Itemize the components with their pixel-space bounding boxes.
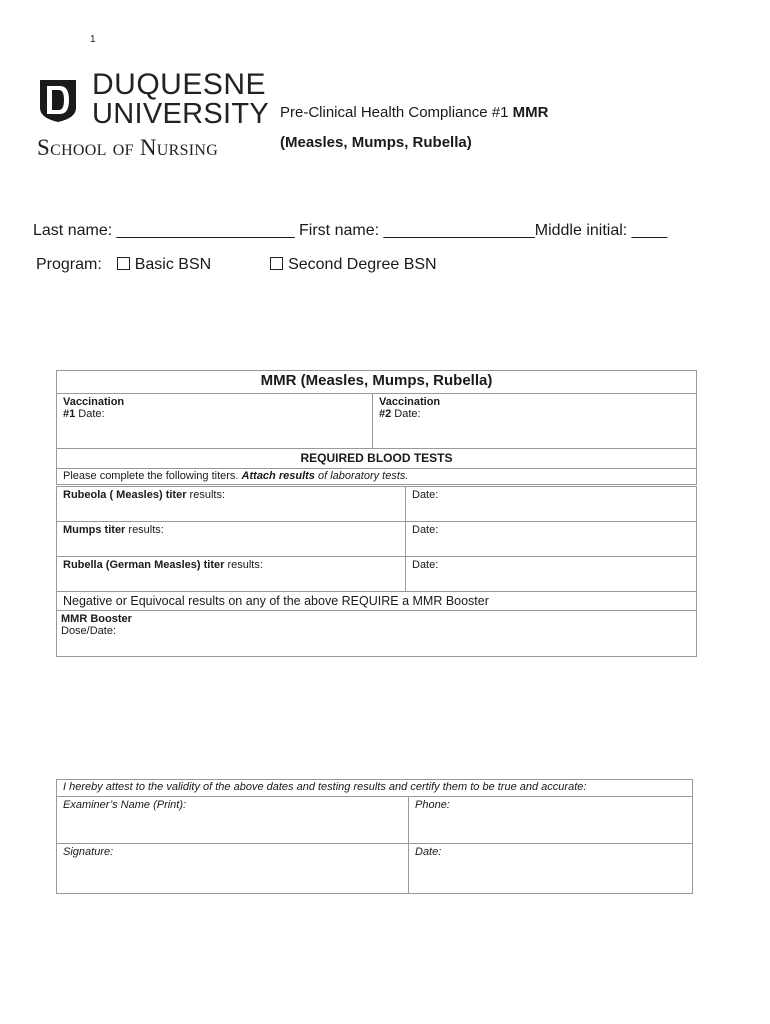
logo-school-of-nursing: School of Nursing bbox=[37, 135, 219, 160]
rubeola-results-label: results: bbox=[186, 489, 225, 501]
program-label: Program: bbox=[36, 256, 102, 273]
rubella-label: Rubella (German Measles) titer bbox=[63, 559, 225, 571]
blood-tests-title: REQUIRED BLOOD TESTS bbox=[57, 449, 697, 469]
vaccination-1-cell[interactable] bbox=[57, 394, 373, 449]
mumps-label: Mumps titer bbox=[63, 524, 126, 536]
form-title bbox=[280, 104, 548, 121]
name-fields bbox=[33, 222, 667, 240]
duquesne-shield-icon bbox=[38, 78, 78, 124]
second-degree-bsn-label: Second Degree BSN bbox=[288, 256, 437, 273]
mumps-results-label: results: bbox=[125, 524, 164, 536]
form-subtitle: (Measles, Mumps, Rubella) bbox=[280, 134, 472, 151]
rubeola-label: Rubeola ( Measles bbox=[63, 489, 159, 501]
titer-table bbox=[56, 486, 697, 657]
signature-label: Signature: bbox=[63, 846, 114, 858]
vaccination-1-number: #1 bbox=[63, 408, 76, 420]
page-number: 1 bbox=[90, 34, 96, 45]
basic-bsn-label: Basic BSN bbox=[134, 256, 212, 273]
last-name-field[interactable]: Last name: ____________________ bbox=[33, 222, 300, 239]
mmr-booster-title: MMR Booster bbox=[61, 613, 132, 625]
middle-initial-field[interactable]: Middle initial: ____ bbox=[534, 222, 668, 239]
vaccination-2-date: Date: bbox=[391, 408, 421, 420]
signature-cell[interactable] bbox=[57, 844, 409, 894]
attach-results-text: Attach results bbox=[241, 470, 315, 482]
form-title-bold: MMR bbox=[512, 104, 549, 121]
mmr-booster-cell[interactable] bbox=[57, 611, 697, 657]
mumps-date-label: Date: bbox=[412, 524, 439, 536]
booster-note: Negative or Equivocal results on any of the above REQUIRE a MMR Booster bbox=[57, 592, 697, 611]
rubeola-date-cell[interactable] bbox=[406, 487, 697, 522]
logo-university: UNIVERSITY bbox=[92, 98, 270, 130]
basic-bsn-checkbox[interactable] bbox=[117, 257, 130, 270]
phone-cell[interactable] bbox=[409, 797, 693, 844]
mmr-table bbox=[56, 370, 697, 485]
instructions-rest: of laboratory tests. bbox=[314, 470, 409, 482]
first-name-field[interactable]: First name: _________________ bbox=[299, 222, 535, 239]
vaccination-2-number: #2 bbox=[379, 408, 392, 420]
attestation-date-label: Date: bbox=[415, 846, 442, 858]
phone-label: Phone: bbox=[415, 799, 450, 811]
attestation-statement: I hereby attest to the validity of the above dates and testing results and certify them to be true and accurate: bbox=[57, 780, 693, 797]
vaccination-2-cell[interactable] bbox=[373, 394, 697, 449]
attestation-date-cell[interactable] bbox=[409, 844, 693, 894]
rubeola-date-label: Date: bbox=[412, 489, 439, 501]
rubeola-titer-label: ) titer bbox=[158, 489, 187, 501]
form-title-prefix: Pre-Clinical Health Compliance #1 bbox=[280, 104, 513, 121]
mmr-booster-dose-date: Dose/Date: bbox=[61, 625, 117, 637]
mmr-table-title: MMR (Measles, Mumps, Rubella) bbox=[57, 371, 697, 394]
rubella-results-label: results: bbox=[224, 559, 263, 571]
second-degree-bsn-checkbox[interactable] bbox=[270, 257, 283, 270]
logo-duquesne: DUQUESNE bbox=[92, 68, 267, 101]
examiner-name-cell[interactable] bbox=[57, 797, 409, 844]
vaccination-1-date: Date: bbox=[75, 408, 105, 420]
mumps-results-cell[interactable] bbox=[57, 522, 406, 557]
rubella-results-cell[interactable] bbox=[57, 557, 406, 592]
examiner-name-label: Examiner’s Name (Print): bbox=[63, 799, 187, 811]
mumps-date-cell[interactable] bbox=[406, 522, 697, 557]
titer-instructions bbox=[57, 469, 697, 485]
rubeola-results-cell[interactable] bbox=[57, 487, 406, 522]
program-row bbox=[36, 256, 437, 274]
rubella-date-label: Date: bbox=[412, 559, 439, 571]
attestation-table bbox=[56, 779, 693, 894]
rubella-date-cell[interactable] bbox=[406, 557, 697, 592]
vaccination-2-title: Vaccination bbox=[379, 396, 441, 408]
instructions-text: Please complete the following titers. bbox=[63, 470, 242, 482]
vaccination-1-title: Vaccination bbox=[63, 396, 125, 408]
